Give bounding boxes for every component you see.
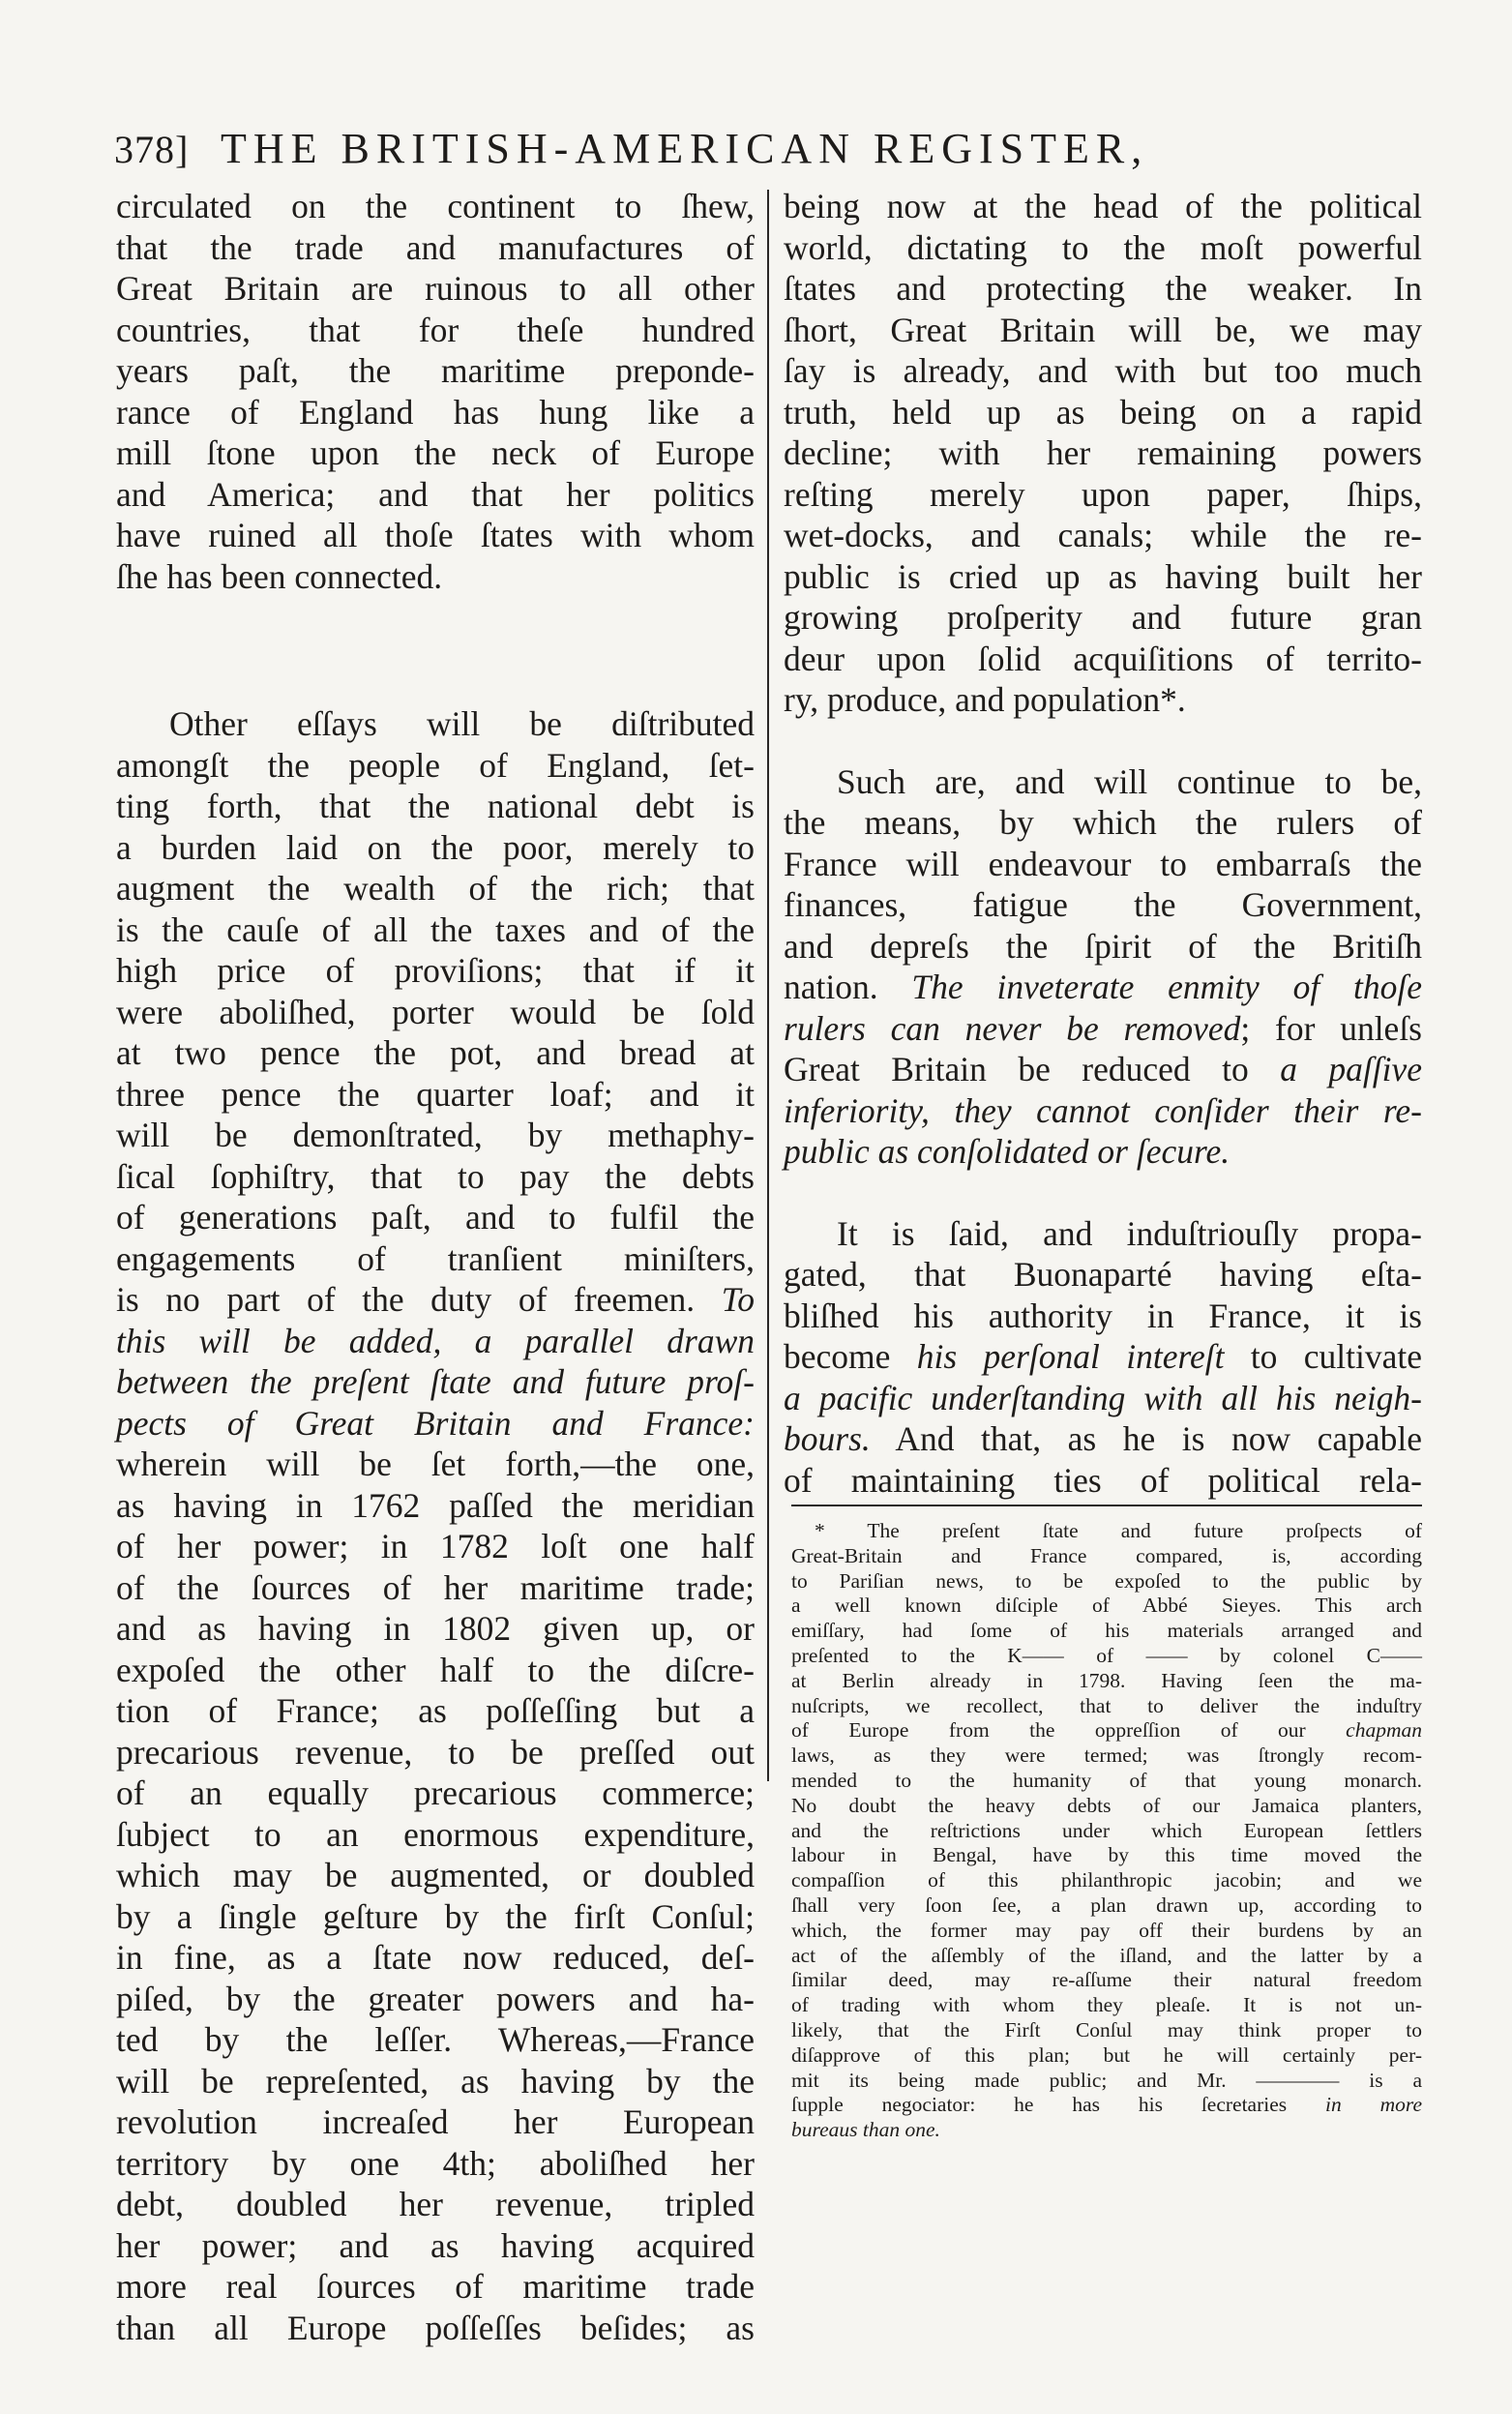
- italic-text: The inveterate enmity of thoſe: [911, 968, 1422, 1006]
- text-line: a burden laid on the poor, merely to: [116, 827, 755, 867]
- text-run: to cultivate: [1250, 1337, 1423, 1376]
- text-line: [784, 967, 1422, 1008]
- text-line: were aboliſhed, porter would be ſold: [116, 992, 755, 1031]
- right-column: [784, 186, 1422, 1501]
- paragraph: [784, 761, 1422, 1173]
- text-line: gated, that Buonaparté having eſta-: [784, 1255, 1422, 1294]
- text-line: territory by one 4th; aboliſhed her: [116, 2143, 755, 2183]
- text-line: piſed, by the greater powers and ha-: [116, 1979, 755, 2018]
- text-line: [784, 1418, 1422, 1460]
- italic-text: To: [721, 1280, 755, 1319]
- text-line: bliſhed his authority in France, it is: [784, 1296, 1422, 1335]
- text-line: high price of proviſions; that if it: [116, 951, 755, 990]
- text-line: and as having in 1802 given up, or: [116, 1609, 755, 1648]
- footnote-line: mit its being made public; and Mr. ———— is a: [791, 2068, 1422, 2092]
- text-line: ting forth, that the national debt is: [116, 787, 755, 825]
- text-line: ſhe has been connected.: [116, 556, 443, 596]
- text-line: truth, held up as being on a rapid: [784, 392, 1422, 432]
- text-line: world, dictating to the moſt powerful: [784, 227, 1422, 267]
- text-run: ſupple negociator: he has his ſecretaries: [791, 2093, 1288, 2117]
- italic-text: a paſſive: [1280, 1050, 1422, 1088]
- text-line: ſical ſophiſtry, that to pay the debts: [116, 1156, 755, 1196]
- text-line: of her power; in 1782 loſt one half: [116, 1527, 755, 1565]
- text-line: of generations paſt, and to fulfil the: [116, 1198, 755, 1237]
- text-line: her power; and as having acquired: [116, 2225, 755, 2265]
- page-header: [114, 124, 1304, 182]
- paragraph: [116, 186, 755, 597]
- italic-text: in more: [1325, 2093, 1422, 2117]
- footnote-rule: [791, 1505, 1422, 1506]
- column-divider: [767, 190, 769, 1781]
- text-line: have ruined all thoſe ſtates with whom: [116, 516, 755, 554]
- footnote-line: and the reſtrictions under which European ſettlers: [791, 1818, 1422, 1842]
- text-line: precarious revenue, to be preſſed out: [116, 1732, 755, 1772]
- paragraph-gap: [784, 721, 1422, 761]
- text-run: is no part of the duty of freemen.: [116, 1280, 696, 1319]
- text-line: at two pence the pot, and bread at: [116, 1033, 755, 1072]
- italic-line: between the preſent ſtate and future proſ-: [116, 1362, 755, 1401]
- footnote-line: bureaus than one.: [791, 2118, 940, 2142]
- text-line: Other eſſays will be diſtributed: [169, 704, 755, 743]
- footnote-line: [791, 1718, 1422, 1743]
- footnote-line: likely, that the Firſt Conſul may think proper to: [791, 2017, 1422, 2041]
- text-run: ; for unleſs: [1240, 1008, 1422, 1048]
- text-line: by a ſingle geſture by the firſt Conſul;: [116, 1896, 755, 1936]
- footnote-line: a well known diſciple of Abbé Sieyes. This arch: [791, 1594, 1422, 1618]
- text-line: ſay is already, and with but too much: [784, 351, 1422, 390]
- text-line: ſtates and protecting the weaker. In: [784, 269, 1422, 308]
- text-line: and depreſs the ſpirit of the Britiſh: [784, 926, 1422, 966]
- text-line: France will endeavour to embarraſs the: [784, 844, 1422, 883]
- text-line: [784, 1336, 1422, 1378]
- footnote-line: laws, as they were termed; was ſtrongly recom-: [791, 1743, 1422, 1768]
- text-line: which may be augmented, or doubled: [116, 1856, 755, 1894]
- footnote-line: diſapprove of this plan; but he will certainly per-: [791, 2042, 1422, 2067]
- text-line: debt, doubled her revenue, tripled: [116, 2185, 755, 2223]
- text-line: engagements of tranſient miniſters,: [116, 1238, 755, 1278]
- text-line: decline; with her remaining powers: [784, 433, 1422, 472]
- text-line: revolution increaſed her European: [116, 2102, 755, 2141]
- italic-text: rulers can never be removed: [784, 1008, 1241, 1048]
- text-line: wet-docks, and canals; while the re-: [784, 516, 1422, 554]
- footnote-line: * The preſent ſtate and future proſpects of: [815, 1519, 1422, 1542]
- text-line: of the ſources of her maritime trade;: [116, 1567, 755, 1607]
- italic-line: a pacific underſtanding with all his neigh-: [784, 1378, 1422, 1417]
- text-line: ry, produce, and population*.: [784, 680, 1186, 719]
- text-line: wherein will be ſet forth,—the one,: [116, 1445, 755, 1483]
- text-line: of maintaining ties of political rela-: [784, 1460, 1422, 1500]
- italic-line: public as conſolidated or ſecure.: [784, 1132, 1230, 1171]
- footnote-line: ſimilar deed, may re-aſſume their natural freedom: [791, 1968, 1422, 1992]
- paragraph: [784, 186, 1422, 721]
- footnote-line: No doubt the heavy debts of our Jamaica planters,: [791, 1793, 1422, 1817]
- italic-line: inferiority, they cannot conſider their re-: [784, 1090, 1422, 1130]
- paragraph-gap: [784, 1173, 1422, 1213]
- left-column: [116, 186, 755, 2348]
- footnote-line: preſented to the K—— of —— by colonel C——: [791, 1643, 1422, 1667]
- text-line: circulated on the continent to ſhew,: [116, 187, 755, 225]
- footnote-line: emiſſary, had ſome of his materials arranged and: [791, 1619, 1422, 1643]
- italic-line: this will be added, a parallel drawn: [116, 1321, 755, 1360]
- text-line: expoſed the other half to the diſcre-: [116, 1650, 755, 1689]
- running-title: THE BRITISH-AMERICAN REGISTER,: [221, 125, 1149, 172]
- text-line: that the trade and manufactures of: [116, 227, 755, 267]
- footnote-line: mended to the humanity of that young monarch.: [791, 1768, 1422, 1792]
- text-line: augment the wealth of the rich; that: [116, 869, 755, 908]
- text-line: deur upon ſolid acquiſitions of territo-: [784, 639, 1422, 678]
- text-line: amongſt the people of England, ſet-: [116, 745, 755, 785]
- footnote: [791, 1519, 1422, 2143]
- text-line: ſubject to an enormous expenditure,: [116, 1814, 755, 1854]
- paragraph: [116, 703, 755, 2348]
- footnote-line: nuſcripts, we recollect, that to deliver the induſtry: [791, 1693, 1422, 1717]
- text-line: tion of France; as poſſeſſing but a: [116, 1691, 755, 1730]
- text-line: the means, by which the rulers of: [784, 803, 1422, 842]
- footnote-line: to Pariſian news, to be expoſed to the public by: [791, 1568, 1422, 1593]
- footnote-line: which, the former may pay off their burdens by an: [791, 1918, 1422, 1942]
- footnote-line: compaſſion of this philanthropic jacobin; and we: [791, 1868, 1422, 1892]
- text-line: [784, 1049, 1422, 1090]
- text-line: than all Europe poſſeſſes beſides; as: [116, 2308, 755, 2347]
- text-line: more real ſources of maritime trade: [116, 2267, 755, 2306]
- text-line: reſting merely upon paper, ſhips,: [784, 474, 1422, 514]
- page-number: 378]: [114, 128, 190, 171]
- italic-text: his perſonal intereſt: [916, 1337, 1225, 1376]
- text-line: years paſt, the maritime preponde-: [116, 351, 755, 390]
- paragraph: [784, 1213, 1422, 1502]
- paragraph-gap: [116, 597, 755, 703]
- text-line: public is cried up as having built her: [784, 556, 1422, 596]
- text-line: will be demonſtrated, by methaphy-: [116, 1116, 755, 1154]
- text-run: And that, as he is now capable: [895, 1419, 1423, 1458]
- text-line: will be repreſented, as having by the: [116, 2061, 755, 2101]
- text-line: [784, 1008, 1422, 1050]
- text-line: in fine, as a ſtate now reduced, deſ-: [116, 1938, 755, 1977]
- italic-text: chapman: [1346, 1718, 1422, 1743]
- text-line: mill ſtone upon the neck of Europe: [116, 433, 755, 472]
- text-line: growing proſperity and future gran: [784, 598, 1422, 637]
- text-line: Such are, and will continue to be,: [837, 761, 1422, 801]
- text-line: finances, fatigue the Government,: [784, 885, 1422, 924]
- text-line: It is ſaid, and induſtriouſly propa-: [837, 1213, 1422, 1253]
- footnote-line: Great-Britain and France compared, is, according: [791, 1543, 1422, 1567]
- text-line: as having in 1762 paſſed the meridian: [116, 1485, 755, 1525]
- footnote-line: labour in Bengal, have by this time moved the: [791, 1843, 1422, 1867]
- text-run: become: [784, 1337, 891, 1376]
- text-run: Great Britain be reduced to: [784, 1050, 1249, 1088]
- text-line: countries, that for theſe hundred: [116, 310, 755, 349]
- text-line: ſhort, Great Britain will be, we may: [784, 310, 1422, 349]
- text-line: and America; and that her politics: [116, 474, 755, 514]
- italic-line: pects of Great Britain and France:: [116, 1403, 755, 1443]
- text-run: nation.: [784, 968, 878, 1006]
- text-run: of Europe from the oppreſſion of our: [791, 1718, 1306, 1743]
- text-line: rance of England has hung like a: [116, 392, 755, 432]
- text-line: being now at the head of the political: [784, 187, 1422, 225]
- text-line: Great Britain are ruinous to all other: [116, 269, 755, 308]
- footnote-line: act of the aſſembly of the iſland, and the latter by a: [791, 1943, 1422, 1967]
- text-line: [116, 1279, 755, 1321]
- footnote-line: ſhall very ſoon ſee, a plan drawn up, according to: [791, 1892, 1422, 1917]
- italic-text: bours.: [784, 1419, 871, 1458]
- text-line: three pence the quarter loaf; and it: [116, 1074, 755, 1114]
- text-line: is the cauſe of all the taxes and of the: [116, 909, 755, 949]
- footnote-line: of trading with whom they pleaſe. It is not un-: [791, 1993, 1422, 2017]
- footnote-line: at Berlin already in 1798. Having ſeen the ma-: [791, 1668, 1422, 1692]
- text-line: of an equally precarious commerce;: [116, 1773, 755, 1812]
- footnote-line: [791, 2093, 1422, 2118]
- text-line: ted by the leſſer. Whereas,—France: [116, 2020, 755, 2059]
